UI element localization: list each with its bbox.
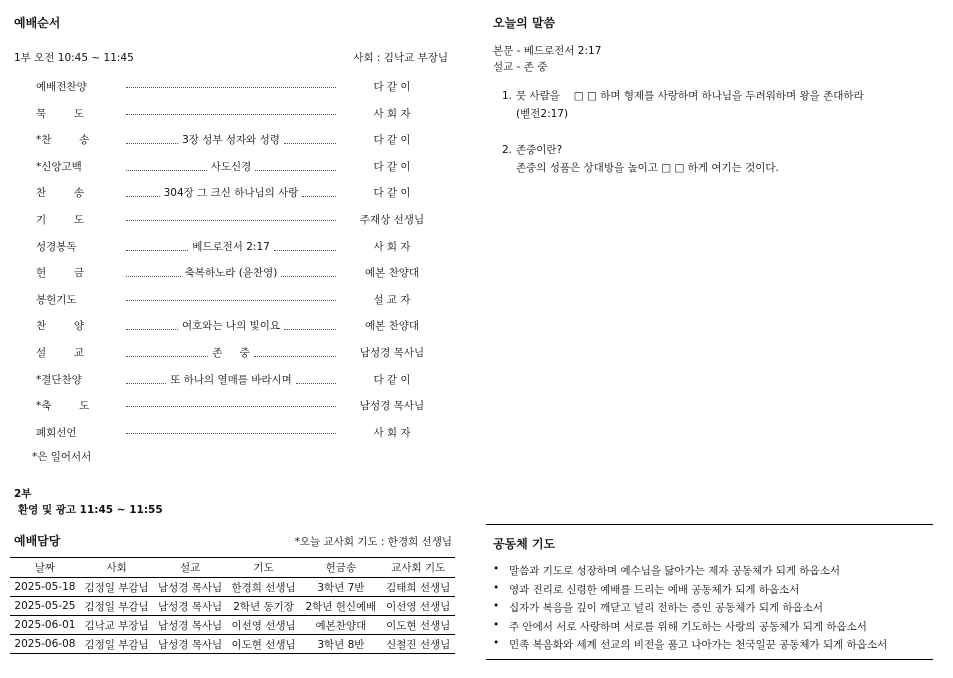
- order-assignee: 예본 찬양대: [364, 320, 420, 333]
- order-assignee: 다 같 이: [373, 160, 411, 173]
- word-points: [502, 87, 864, 195]
- dot-leader: [126, 196, 160, 197]
- dot-leader: [126, 143, 178, 144]
- order-assignee: 설 교 자: [373, 293, 411, 306]
- order-detail: 또 하나의 열매를 바라시며: [170, 373, 292, 386]
- dot-leader: [126, 383, 166, 384]
- order-middle: [126, 265, 336, 280]
- word-point-2: [502, 141, 864, 177]
- dot-leader: [126, 300, 336, 301]
- order-label: 찬 송: [36, 187, 84, 200]
- order-middle: [126, 345, 336, 360]
- dot-leader: [126, 356, 208, 357]
- dot-leader: [281, 276, 336, 277]
- order-label: *결단찬양: [36, 373, 82, 386]
- duty-cell: 김정일 부감님: [80, 597, 153, 616]
- duty-cell: 남성경 목사님: [153, 578, 226, 597]
- duty-title: 예배담당: [14, 534, 61, 548]
- order-row: [0, 318, 450, 334]
- order-detail: 존 중: [212, 347, 250, 359]
- dot-leader: [274, 250, 336, 251]
- word-title: 오늘의 말씀: [493, 16, 556, 30]
- order-row: [0, 106, 450, 122]
- dot-leader: [254, 356, 336, 357]
- stand-note: *은 일어서서: [32, 451, 92, 463]
- order-row: [0, 425, 450, 441]
- order-assignee: 남성경 목사님: [359, 400, 425, 413]
- order-label: 폐회선언: [36, 426, 77, 439]
- order-row: [0, 185, 450, 201]
- duty-cell: 남성경 목사님: [153, 635, 226, 654]
- duty-cell: 2025-05-25: [10, 597, 80, 616]
- order-label: 설 교: [36, 347, 84, 359]
- table-row: [10, 597, 455, 616]
- order-detail: 사도신경: [210, 160, 252, 173]
- order-label: 봉헌기도: [36, 293, 77, 306]
- order-label: *찬 송: [36, 134, 90, 147]
- dot-leader: [296, 383, 336, 384]
- list-item: • 말씀과 기도로 성장하며 예수님을 닮아가는 제자 공동체가 되게 하옵소서: [493, 563, 887, 582]
- dot-leader: [284, 143, 336, 144]
- order-assignee: 다 같 이: [373, 373, 411, 386]
- duty-cell: 2025-06-08: [10, 635, 80, 654]
- part2-title: 2부: [14, 488, 32, 500]
- list-item: • 민족 복음화와 세계 선교의 비전을 품고 나아가는 천국일꾼 공동체가 되게 하옵소서: [493, 637, 887, 656]
- order-assignee: 사 회 자: [373, 426, 411, 439]
- order-middle: [126, 292, 336, 301]
- order-row: [0, 212, 450, 228]
- order-row: [0, 79, 450, 95]
- duty-cell: 3학년 8반: [300, 635, 381, 654]
- dot-leader: [284, 329, 336, 330]
- order-assignee: 주재상 선생님: [359, 214, 425, 226]
- duty-cell: 2025-06-01: [10, 616, 80, 635]
- duty-cell: 남성경 목사님: [153, 597, 226, 616]
- order-label: 예배전찬양: [36, 81, 87, 93]
- list-item: • 영과 진리로 신령한 예배를 드리는 예배 공동체가 되게 하옵소서: [493, 582, 887, 601]
- point-line: 뭇 사람을 □ □ 하며 형제를 사랑하며 하나님을 두려워하며 왕을 존대하라: [516, 90, 864, 102]
- order-assignee: 예본 찬양대: [364, 267, 420, 280]
- order-label: 찬 양: [36, 320, 84, 333]
- order-row: [0, 345, 450, 361]
- order-middle: [126, 239, 336, 254]
- dot-leader: [126, 220, 336, 221]
- order-middle: [126, 132, 336, 147]
- duty-header-cell: 날짜: [10, 558, 80, 578]
- duty-cell: 김정일 부감님: [80, 578, 153, 597]
- worship-order-title: 예배순서: [14, 16, 61, 30]
- order-detail: 여호와는 나의 빛이요: [182, 320, 280, 333]
- dot-leader: [126, 114, 336, 115]
- order-label: 헌 금: [36, 267, 84, 280]
- order-label: *축 도: [36, 400, 90, 413]
- order-label: 성경봉독: [36, 240, 77, 253]
- prayer-bottom-rule: [486, 659, 933, 660]
- dot-leader: [126, 433, 336, 434]
- table-row: [10, 616, 455, 635]
- order-middle: [126, 79, 336, 88]
- order-middle: [126, 318, 336, 333]
- point-number: 1.: [502, 90, 513, 102]
- order-middle: [126, 106, 336, 115]
- duty-cell: 예본찬양대: [300, 616, 381, 635]
- duty-cell: 이도현 선생님: [381, 616, 455, 635]
- list-item: • 십자가 복음을 깊이 깨닫고 널리 전하는 증인 공동체가 되게 하옵소서: [493, 600, 887, 619]
- order-assignee: 사 회 자: [373, 107, 411, 120]
- order-label: *신앙고백: [36, 160, 82, 173]
- point-line: 존중이란?: [516, 144, 563, 156]
- duty-cell: 2학년 헌신예배: [300, 597, 381, 616]
- duty-cell: 신철진 선생님: [381, 635, 455, 654]
- list-item: • 주 안에서 서로 사랑하며 서로를 위해 기도하는 사랑의 공동체가 되게 하옵소서: [493, 619, 887, 638]
- community-prayer-list: [493, 563, 887, 656]
- host-label: 사회 : 김낙교 부장님: [353, 52, 448, 64]
- order-row: [0, 159, 450, 175]
- teacher-prayer: *오늘 교사회 기도 : 한경희 선생님: [294, 536, 452, 548]
- text-reference: 본문 - 베드로전서 2:17: [493, 45, 602, 57]
- order-middle: [126, 372, 336, 387]
- order-middle: [126, 425, 336, 434]
- word-point-1: [502, 87, 864, 123]
- order-row: [0, 372, 450, 388]
- order-row: [0, 398, 450, 414]
- order-row: [0, 292, 450, 308]
- order-detail: 베드로전서 2:17: [192, 240, 270, 253]
- dot-leader: [255, 170, 336, 171]
- duty-cell: 김낙교 부장님: [80, 616, 153, 635]
- dot-leader: [302, 196, 336, 197]
- duty-cell: 이도현 선생님: [227, 635, 300, 654]
- duty-cell: 김정일 부감님: [80, 635, 153, 654]
- duty-cell: 이선영 선생님: [381, 597, 455, 616]
- duty-header-cell: 헌금송: [300, 558, 381, 578]
- dot-leader: [126, 276, 181, 277]
- order-middle: [126, 185, 336, 200]
- order-detail: 축복하노라 (윤찬영): [184, 267, 278, 280]
- order-middle: [126, 398, 336, 407]
- duty-header-cell: 기도: [227, 558, 300, 578]
- order-assignee: 사 회 자: [373, 240, 411, 253]
- point-subline: 존중의 성품은 상대방을 높이고 □ □ 하게 여기는 것이다.: [516, 162, 779, 174]
- order-label: 묵 도: [36, 107, 84, 120]
- part2-detail: 환영 및 광고 11:45 ~ 11:55: [18, 504, 163, 516]
- order-detail: 304장 그 크신 하나님의 사랑: [163, 187, 299, 200]
- order-assignee: 다 같 이: [373, 134, 411, 147]
- point-subline: (벧전2:17): [516, 108, 569, 120]
- duty-table: [10, 557, 455, 654]
- point-number: 2.: [502, 144, 513, 156]
- duty-cell: 한경희 선생님: [227, 578, 300, 597]
- session-time: 1부 오전 10:45 ~ 11:45: [14, 52, 134, 64]
- order-middle: [126, 212, 336, 221]
- duty-header-cell: 교사회 기도: [381, 558, 455, 578]
- order-assignee: 남성경 목사님: [359, 347, 425, 359]
- duty-cell: 남성경 목사님: [153, 616, 226, 635]
- sermon-title: 설교 - 존 중: [493, 61, 548, 73]
- order-middle: [126, 159, 336, 174]
- table-row: [10, 635, 455, 654]
- prayer-top-rule: [486, 524, 933, 525]
- duty-cell: 김태희 선생님: [381, 578, 455, 597]
- dot-leader: [126, 250, 188, 251]
- dot-leader: [126, 87, 336, 88]
- duty-cell: 3학년 7반: [300, 578, 381, 597]
- duty-cell: 2학년 동기장: [227, 597, 300, 616]
- duty-cell: 2025-05-18: [10, 578, 80, 597]
- duty-header-cell: 사회: [80, 558, 153, 578]
- order-row: [0, 265, 450, 281]
- dot-leader: [126, 329, 178, 330]
- order-label: 기 도: [36, 214, 84, 226]
- order-row: [0, 239, 450, 255]
- duty-cell: 이선영 선생님: [227, 616, 300, 635]
- order-detail: 3장 성부 성자와 성령: [182, 134, 280, 147]
- dot-leader: [126, 170, 207, 171]
- duty-header-cell: 설교: [153, 558, 226, 578]
- order-assignee: 다 같 이: [373, 187, 411, 200]
- order-assignee: 다 같 이: [373, 81, 411, 93]
- duty-table-header: [10, 558, 455, 578]
- dot-leader: [126, 406, 336, 407]
- order-row: [0, 132, 450, 148]
- table-row: [10, 578, 455, 597]
- community-prayer-title: 공동체 기도: [493, 537, 556, 551]
